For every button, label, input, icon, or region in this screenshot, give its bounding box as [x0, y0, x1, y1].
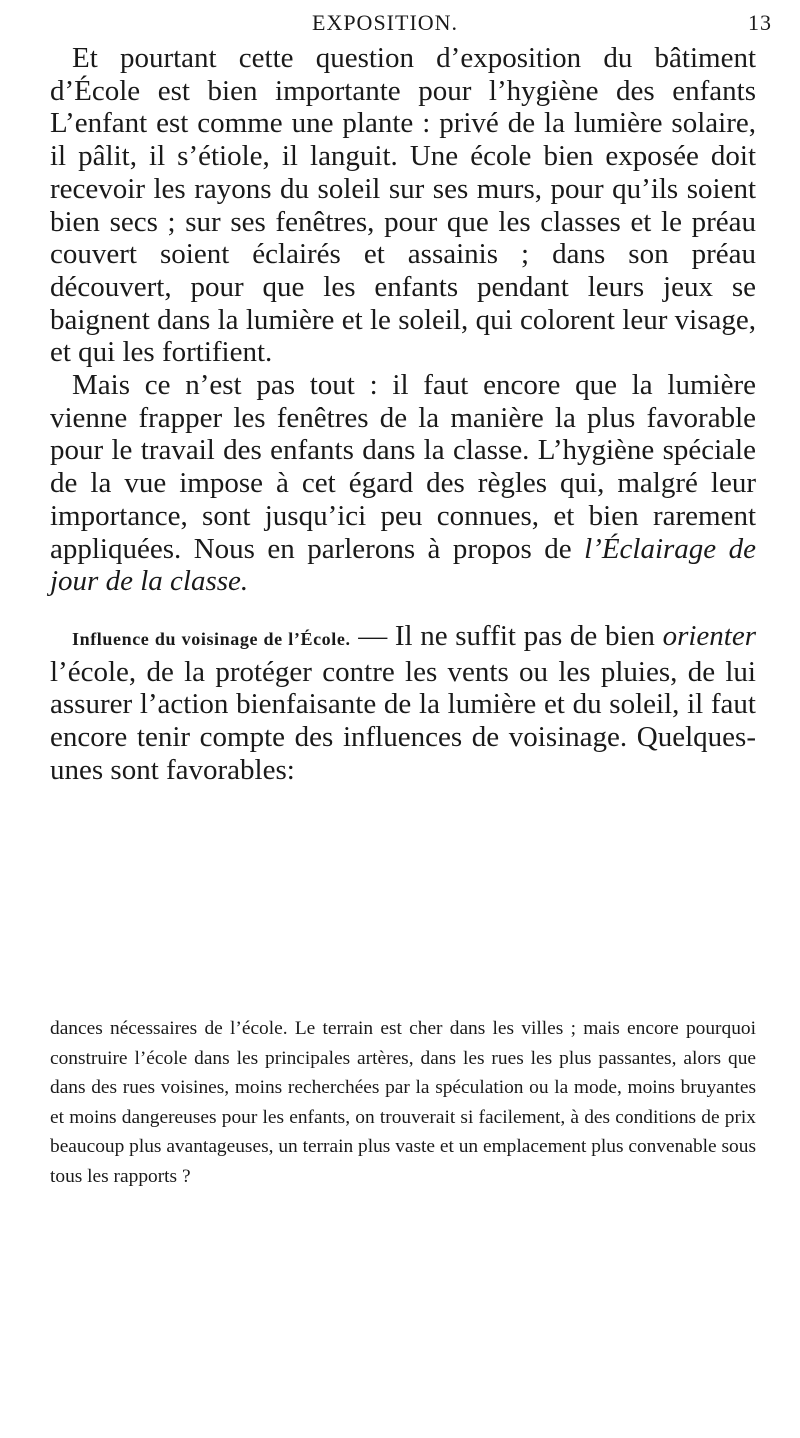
page-number: 13: [748, 10, 772, 35]
running-head: [0, 8, 800, 38]
section-rest-text: l’école, de la protéger contre les vents ou les pluies, de lui assurer l’action bienfaisante de la lumière et du soleil, il faut encore tenir compte des influences de voisinage. Quelques-unes sont favorables:: [50, 655, 756, 786]
section-paragraph: [50, 620, 756, 787]
paragraph-2-text: Mais ce n’est pas tout : il faut encore que la lumière vienne frapper les fenêtres de la manière la plus favorable pour le travail des enfants dans la classe. L’hygiène spéciale de la vue impose à cet égard des règles qui, malgré leur importance, sont jusqu’ici peu connues, et bien rarement appliquées. Nous en parlerons à propos de: [50, 369, 756, 565]
eclairage-reference: l’Éclairage de jour de la classe.: [50, 532, 757, 598]
paragraph-1: Et pourtant cette question d’exposition du bâtiment d’École est bien importante pour l’hygiène des enfants L’enfant est comme une plante : privé de la lumière solaire, il pâlit, il s’étiole, il languit. Une école bien exposée doit recevoir les rayons du soleil sur ses murs, pour qu’ils soient bien secs ; sur ses fenêtres, pour que les classes et le préau couvert soient éclairés et assainis ; dans son préau découvert, pour que les enfants pendant leurs jeux se baignent dans la lumière et le soleil, qui colorent leur visage, et qui les fortifient.: [50, 42, 756, 369]
section-em-word: orienter: [662, 619, 756, 652]
section-dash-text: — Il ne suffit pas de bien: [350, 619, 663, 652]
section-heading: Influence du voisinage de l’École.: [72, 628, 351, 649]
footnote-paragraph: dances nécessaires de l’école. Le terrain est cher dans les villes ; mais encore pourquoi construire l’école dans les principales artères, dans les rues les plus passantes, alors que dans des rues voisines, moins recherchées par la spéculation ou la mode, moins bruyantes et moins dangereuses pour les enfants, on trouverait si facilement, à des conditions de prix beaucoup plus avantageuses, un terrain plus vaste et un emplacement plus convenable sous tous les rapports ?: [50, 1018, 756, 1187]
main-text: [50, 42, 756, 786]
paragraph-2: [50, 369, 756, 598]
footnote-text: [50, 1014, 756, 1192]
running-title: EXPOSITION.: [312, 10, 459, 35]
